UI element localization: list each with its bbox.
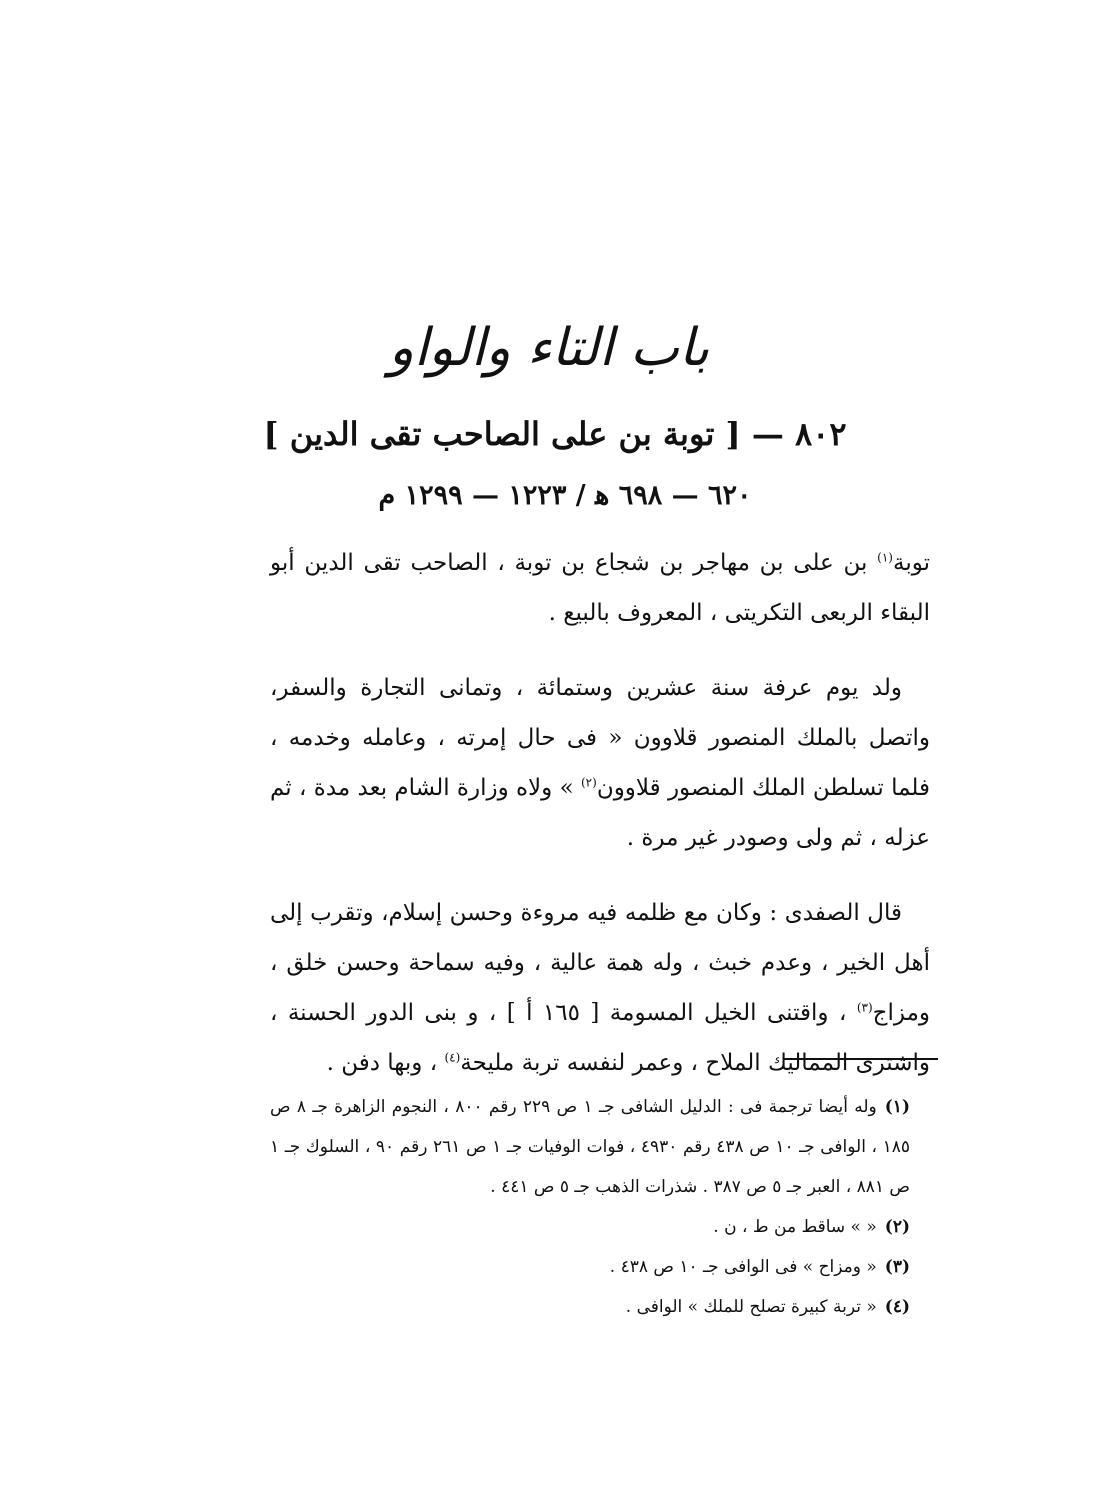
footnote-marker-1: (١) bbox=[877, 550, 893, 565]
entry-dates: ٦٢٠ — ٦٩٨ ﻫ / ١٢٢٣ — ١٢٩٩ م bbox=[378, 480, 752, 511]
paragraph-3-text-b: ، واقتنى الخيل المسومة [ ١٦٥ أ ] ، و بنى الدور الحسنة ، واشترى المماليك الملاح ، وعمر لنفسه تربة مليحة bbox=[270, 1000, 930, 1076]
footnote-1-text: وله أيضا ترجمة فى : الدليل الشافى جـ ١ ص ٢٢٩ رقم ٨٠٠ ، النجوم الزاهرة جـ ٨ ص ١٨٥ ، الوافى جـ ١٠ ص ٤٣٨ رقم ٤٩٣٠ ، فوات الوفيات جـ ١ ص ٢٦١ رقم ٩٠ ، السلوك جـ ١ ص ٨٨١ ، العبر جـ ٥ ص ٣٨٧ . شذرات الذهب جـ ٥ ص ٤٤١ . bbox=[270, 1097, 910, 1197]
footnote-3-text: « ومزاح » فى الوافى جـ ١٠ ص ٤٣٨ . bbox=[609, 1257, 877, 1277]
paragraph-3-text-a: قال الصفدى : وكان مع ظلمه فيه مروءة وحسن إسلام، وتقرب إلى أهل الخير ، وعدم خبث ، وله همة عالية ، وفيه سماحة وحسن خلق ، ومزاج bbox=[270, 900, 930, 1026]
footnote-3-number: (٣) bbox=[884, 1257, 910, 1277]
footnote-divider bbox=[784, 1058, 938, 1060]
entry-title: ٨٠٢ — [ توبة بن على الصاحب تقى الدين ] bbox=[263, 415, 847, 453]
paragraph-1 bbox=[270, 538, 930, 638]
chapter-title: باب التاء والواو bbox=[388, 318, 710, 378]
footnote-4-text: « تربة كبيرة تصلح للملك » الوافى . bbox=[625, 1297, 877, 1317]
footnote-marker-4: (٤) bbox=[444, 1050, 461, 1065]
paragraph-1-text: بن على بن مهاجر بن شجاع بن توبة ، الصاحب تقى الدين أبو البقاء الربعى التكريتى ، المعروف بالبيع . bbox=[270, 550, 930, 626]
footnotes bbox=[270, 1087, 910, 1327]
paragraph-2 bbox=[270, 663, 930, 863]
footnote-marker-2: (٢) bbox=[580, 775, 597, 790]
paragraph-3-text-c: ، وبها دفن . bbox=[326, 1050, 445, 1076]
footnote-3 bbox=[270, 1247, 910, 1287]
footnote-2-number: (٢) bbox=[884, 1217, 910, 1237]
paragraph-2-text-b: » ولاه وزارة الشام بعد مدة ، ثم عزله ، ثم ولى وصودر غير مرة . bbox=[270, 775, 930, 851]
footnote-1-number: (١) bbox=[884, 1097, 910, 1117]
paragraph-1-opening: توبة bbox=[892, 550, 930, 576]
paragraph-2-text-a: ولد يوم عرفة سنة عشرين وستمائة ، وتمانى التجارة والسفر، واتصل بالملك المنصور قلاوون « فى حال إمرته ، وعامله وخدمه ، فلما تسلطن الملك المنصور قلاوون bbox=[270, 675, 931, 801]
footnote-1 bbox=[270, 1087, 910, 1207]
footnote-2 bbox=[270, 1207, 910, 1247]
footnote-marker-3: (٣) bbox=[856, 1000, 873, 1015]
footnote-2-text: « » ساقط من ط ، ن . bbox=[713, 1217, 877, 1237]
biography-text bbox=[270, 538, 930, 1113]
footnote-4 bbox=[270, 1287, 910, 1327]
footnote-4-number: (٤) bbox=[884, 1297, 910, 1317]
